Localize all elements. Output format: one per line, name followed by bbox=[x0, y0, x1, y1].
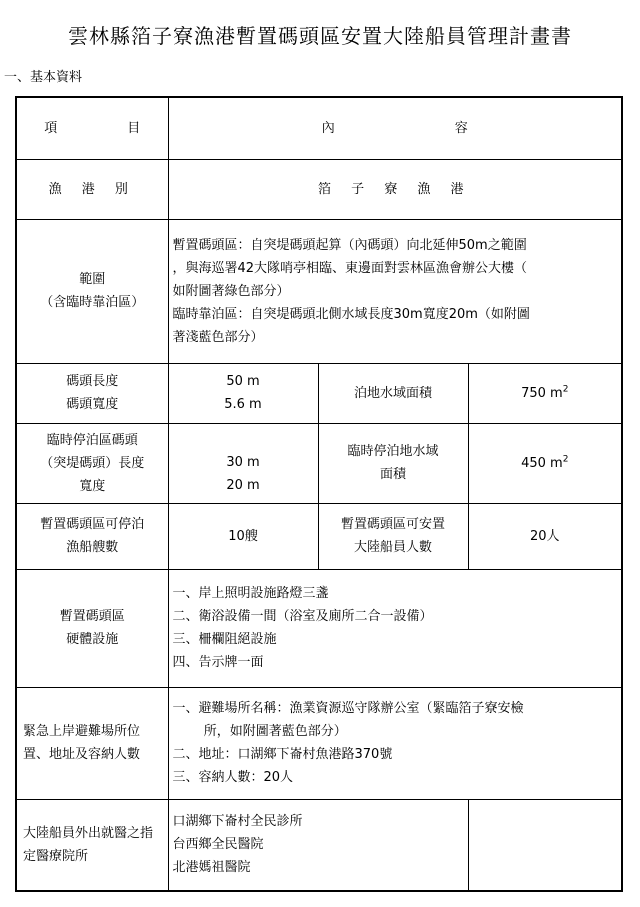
basic-info-table bbox=[15, 96, 623, 892]
facility-item: 四、告示牌一面 bbox=[172, 655, 264, 670]
temp-pier-length-value: 30 m bbox=[226, 455, 260, 470]
temp-pier-label-cell bbox=[16, 423, 168, 503]
document-title: 雲林縣箔子寮漁港暫置碼頭區安置大陸船員管理計畫書 bbox=[68, 24, 572, 48]
table-row-capacity bbox=[16, 503, 622, 569]
port-label: 漁 港 別 bbox=[16, 159, 168, 219]
scope-line: ，與海巡署42大隊哨亭相臨、東邊面對雲林區漁會辦公大樓（ bbox=[172, 260, 528, 276]
berth-area-label: 泊地水域面積 bbox=[318, 363, 468, 423]
medical-item: 口湖鄉下崙村全民診所 bbox=[172, 814, 303, 830]
crew-value: 20人 bbox=[468, 503, 622, 569]
scope-line: 著淺藍色部分） bbox=[172, 329, 264, 345]
facility-item: 一、岸上照明設施路燈三盞 bbox=[172, 586, 329, 601]
table-row-scope bbox=[16, 219, 622, 363]
boats-value: 10艘 bbox=[168, 503, 318, 569]
temp-water-value-cell bbox=[468, 423, 622, 503]
table-row-temp-pier bbox=[16, 423, 622, 503]
facility-item: 二、衛浴設備一間（浴室及廁所二合一設備） bbox=[172, 609, 433, 624]
boats-label-cell bbox=[16, 503, 168, 569]
facilities-content-cell bbox=[168, 569, 622, 687]
table-row-facilities bbox=[16, 569, 622, 687]
facilities-label-cell bbox=[16, 569, 168, 687]
emergency-item2: 二、地址：口湖鄉下崙村魚港路370號 bbox=[172, 747, 393, 762]
header-content-label: 內 bbox=[321, 120, 335, 136]
header-item-label: 項 bbox=[44, 120, 58, 136]
temp-pier-width-value: 20 m bbox=[226, 478, 260, 493]
crew-label-line2: 大陸船員人數 bbox=[353, 540, 432, 555]
pier-width-value: 5.6 m bbox=[224, 397, 262, 412]
table-row-pier bbox=[16, 363, 622, 423]
emergency-item1-line2: 所，如附圖著藍色部分） bbox=[203, 724, 347, 739]
boats-label-line2: 漁船艘數 bbox=[66, 540, 119, 555]
crew-label-cell bbox=[318, 503, 468, 569]
pier-value-cell bbox=[168, 363, 318, 423]
temp-water-label-line2: 面積 bbox=[379, 467, 406, 482]
crew-label-line1: 暫置碼頭區可安置 bbox=[340, 517, 445, 532]
berth-area-unit-sup: 2 bbox=[562, 384, 569, 395]
header-content-label-2: 容 bbox=[454, 120, 468, 136]
section-heading: 一、基本資料 bbox=[4, 70, 83, 85]
scope-label-line1: 範圍 bbox=[79, 272, 106, 287]
facility-item: 三、柵欄阻絕設施 bbox=[172, 632, 277, 647]
temp-pier-label-line3: 寬度 bbox=[79, 478, 106, 494]
table-row-medical bbox=[16, 799, 622, 891]
header-item-label-2: 目 bbox=[127, 120, 141, 136]
scope-line: 臨時靠泊區：自突堤碼頭北側水域長度30m寬度20m（如附圖 bbox=[172, 306, 530, 322]
port-value: 箔 子 寮 漁 港 bbox=[168, 159, 622, 219]
table-header-row bbox=[16, 97, 622, 159]
pier-length-value: 50 m bbox=[226, 374, 260, 389]
pier-length-label: 碼頭長度 bbox=[66, 374, 119, 389]
medical-extra-cell bbox=[468, 799, 622, 891]
scope-label-line2: （含臨時靠泊區） bbox=[40, 295, 145, 310]
boats-label-line1: 暫置碼頭區可停泊 bbox=[40, 517, 145, 532]
header-item-cell bbox=[16, 97, 168, 159]
emergency-item1-line1: 一、避難場所名稱：漁業資源巡守隊辦公室（緊臨箔子寮安檢 bbox=[172, 701, 524, 716]
berth-area-value: 750 m bbox=[521, 385, 563, 401]
temp-water-value: 450 m bbox=[521, 455, 563, 471]
pier-width-label: 碼頭寬度 bbox=[66, 397, 119, 412]
scope-label-cell bbox=[16, 219, 168, 363]
header-content-cell bbox=[168, 97, 622, 159]
temp-pier-label-line2: （突堤碼頭）長度 bbox=[40, 455, 145, 471]
facilities-label-line1: 暫置碼頭區 bbox=[59, 609, 125, 624]
berth-area-value-cell bbox=[468, 363, 622, 423]
emergency-content-cell bbox=[168, 687, 622, 799]
scope-line: 暫置碼頭區：自突堤碼頭起算（內碼頭）向北延伸50m之範圍 bbox=[172, 237, 527, 253]
scope-line: 如附圖著綠色部分） bbox=[172, 283, 290, 299]
temp-water-label-line1: 臨時停泊地水域 bbox=[347, 444, 439, 459]
pier-label-cell bbox=[16, 363, 168, 423]
medical-content-cell bbox=[168, 799, 468, 891]
temp-pier-label-line1: 臨時停泊區碼頭 bbox=[46, 432, 138, 448]
facilities-label-line2: 硬體設施 bbox=[66, 632, 119, 647]
medical-label: 大陸船員外出就醫之指定醫療院所 bbox=[16, 799, 168, 891]
temp-water-unit-sup: 2 bbox=[562, 454, 569, 465]
emergency-label: 緊急上岸避難場所位置、地址及容納人數 bbox=[16, 687, 168, 799]
scope-content-cell bbox=[168, 219, 622, 363]
emergency-item3: 三、容納人數：20人 bbox=[172, 770, 294, 785]
temp-pier-value-cell bbox=[168, 423, 318, 503]
table-row-emergency bbox=[16, 687, 622, 799]
medical-item: 台西鄉全民醫院 bbox=[172, 837, 264, 853]
medical-item: 北港媽祖醫院 bbox=[172, 860, 251, 876]
temp-water-label-cell bbox=[318, 423, 468, 503]
table-row-port bbox=[16, 159, 622, 219]
